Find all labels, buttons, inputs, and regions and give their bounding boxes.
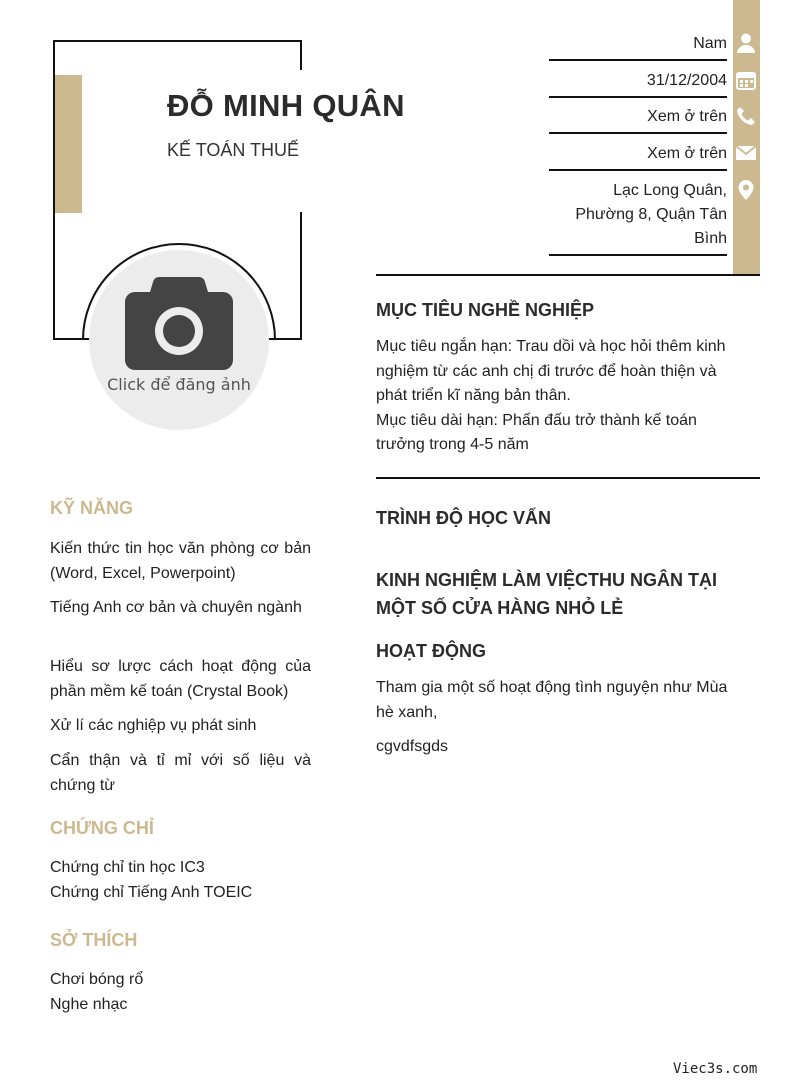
photo-upload-label[interactable]: Click để đăng ảnh bbox=[107, 375, 251, 394]
text-line: hè xanh, bbox=[376, 703, 438, 721]
text-line: Mục tiêu dài hạn: Phấn đấu trở thành kế toán bbox=[376, 411, 697, 429]
contact-address bbox=[549, 179, 727, 256]
person-icon bbox=[735, 32, 757, 54]
camera-icon[interactable] bbox=[125, 277, 233, 370]
text-line: cgvdfsgds bbox=[376, 738, 449, 755]
education-title: TRÌNH ĐỘ HỌC VẤN bbox=[376, 508, 551, 528]
activities-text bbox=[376, 676, 760, 760]
contact-gender: Nam bbox=[549, 32, 727, 61]
contact-email: Xem ở trên bbox=[549, 142, 727, 171]
activities-title: HOẠT ĐỘNG bbox=[376, 641, 486, 661]
objective-text bbox=[376, 335, 760, 458]
skills-item: Xử lí các nghiệp vụ phát sinh bbox=[50, 717, 257, 734]
location-icon bbox=[735, 179, 757, 201]
address-line: Bình bbox=[694, 230, 727, 247]
address-line: Phường 8, Quận Tân bbox=[575, 206, 727, 223]
skills-title: KỸ NĂNG bbox=[50, 498, 134, 518]
accent-bar bbox=[55, 75, 82, 213]
hobby-item: Chơi bóng rổ bbox=[50, 971, 144, 988]
section-divider bbox=[376, 477, 760, 479]
section-divider bbox=[376, 274, 760, 276]
phone-icon bbox=[735, 105, 757, 127]
skills-item: Cẩn thận và tỉ mỉ với số liệu và chứng từ bbox=[50, 752, 311, 794]
skills-item: Tiếng Anh cơ bản và chuyên ngành bbox=[50, 599, 302, 616]
certificate-item: Chứng chỉ Tiếng Anh TOEIC bbox=[50, 883, 253, 901]
objective-title: MỤC TIÊU NGHỀ NGHIỆP bbox=[376, 300, 595, 320]
footer-brand[interactable]: Viec3s.com bbox=[673, 1061, 758, 1077]
calendar-icon bbox=[735, 69, 757, 91]
experience-title bbox=[376, 566, 717, 622]
address-line: Lạc Long Quân, bbox=[613, 182, 727, 199]
job-title: KẾ TOÁN THUẾ bbox=[167, 140, 300, 160]
text-line: phát triển kĩ năng bản thân. bbox=[376, 387, 571, 404]
text-line: Tham gia một số hoạt động tình nguyện như Mùa bbox=[376, 679, 728, 696]
certificates-list bbox=[50, 856, 311, 905]
candidate-name: ĐỖ MINH QUÂN bbox=[167, 88, 405, 123]
text-line: Mục tiêu ngắn hạn: Trau dồi và học hỏi thêm kinh bbox=[376, 338, 726, 355]
hobbies-title: SỞ THÍCH bbox=[50, 930, 138, 950]
text-line: KINH NGHIỆM LÀM VIỆCTHU NGÂN TẠI bbox=[376, 570, 717, 590]
contact-phone: Xem ở trên bbox=[549, 105, 727, 134]
hobby-item: Nghe nhạc bbox=[50, 995, 128, 1013]
certificates-title: CHỨNG CHỈ bbox=[50, 818, 154, 838]
mail-icon bbox=[735, 142, 757, 164]
certificate-item: Chứng chỉ tin học IC3 bbox=[50, 859, 205, 876]
contact-birthday: 31/12/2004 bbox=[549, 69, 727, 98]
skills-item: Hiểu sơ lược cách hoạt động của phần mềm kế toán (Crystal Book) bbox=[50, 658, 311, 700]
text-line: trưởng trong 4-5 năm bbox=[376, 436, 529, 453]
text-line: MỘT SỐ CỬA HÀNG NHỎ LẺ bbox=[376, 598, 624, 618]
text-line: nghiệm từ các anh chị đi trước để hoàn thiện và bbox=[376, 362, 717, 380]
hobbies-list bbox=[50, 968, 311, 1017]
skills-item: Kiến thức tin học văn phòng cơ bản (Word, Excel, Powerpoint) bbox=[50, 540, 311, 582]
